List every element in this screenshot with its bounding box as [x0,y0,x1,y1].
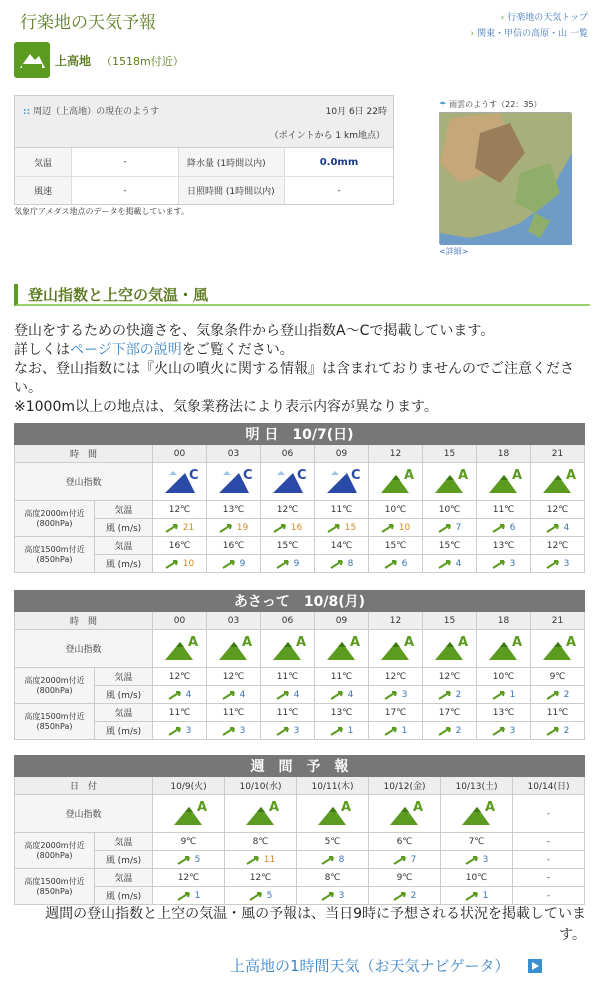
temp-cell: 7℃ [441,833,513,851]
wind-cell: 6 [369,555,423,573]
temp-cell: 12℃ [153,668,207,686]
wind-cell: 7 [369,851,441,869]
wind-arrow-icon [177,855,191,865]
wind-arrow-icon [276,726,290,736]
wind-cell: 3 [477,555,531,573]
climb-index-a-icon [271,632,305,662]
temp-cell: 6℃ [369,833,441,851]
time-cell: 09 [315,445,369,463]
time-cell: 12 [369,612,423,630]
temp-cell: 12℃ [261,501,315,519]
wind-arrow-icon [276,559,290,569]
wind-arrow-icon [384,690,398,700]
wind-arrow-icon [393,855,407,865]
wind-cell: 1 [477,686,531,704]
wind-cell: 15 [315,519,369,537]
temp-cell: 12℃ [225,869,297,887]
wind-arrow-icon [492,523,506,533]
svg-text:A: A [565,635,576,650]
index-cell [153,795,225,833]
temp-cell: 8℃ [297,869,369,887]
temp-cell: 9℃ [369,869,441,887]
week-title: 週 間 予 報 [15,756,585,777]
temp-cell: 12℃ [423,668,477,686]
link-kanto-list[interactable]: › 関東・甲信の高原・山 一覧 [471,26,588,42]
temp-cell: 10℃ [423,501,477,519]
wind-cell: 3 [477,722,531,740]
wind-arrow-icon [249,891,263,901]
temp-cell: 11℃ [153,704,207,722]
wind-label: 風速 [15,177,72,204]
wind-arrow-icon [492,726,506,736]
wind-cell: 3 [369,686,423,704]
section-heading: 登山指数と上空の気温・風 [14,284,590,306]
wind-cell: 2 [369,887,441,905]
climb-index-c-icon [325,465,359,495]
temp-cell: 17℃ [369,704,423,722]
index-cell [153,630,207,668]
week-table-wrap [14,755,585,905]
climb-index-a-icon [379,632,413,662]
temp-cell: 14℃ [315,537,369,555]
wind-cell: 1 [315,722,369,740]
wind-arrow-icon [381,523,395,533]
wind-arrow-icon [327,523,341,533]
index-cell [423,463,477,501]
link-resort-top[interactable]: › 行楽地の天気トップ [471,10,588,26]
wind-cell: 2 [423,686,477,704]
umbrella-icon: ☂ [439,99,447,109]
wind-cell: 1 [153,887,225,905]
wind-arrow-icon [330,690,344,700]
wind-arrow-icon [384,559,398,569]
temp-cell: 16℃ [153,537,207,555]
wind-arrow-icon [330,726,344,736]
svg-text:A: A [295,635,306,650]
climb-index-c-icon [163,465,197,495]
current-heading: :: 周辺（上高地）の現在のようす [23,107,160,117]
climb-index-a-icon [541,632,575,662]
svg-text:A: A [511,635,522,650]
wind-cell: 5 [153,851,225,869]
alt2000-label: 高度2000m付近 (800hPa) [15,668,95,704]
svg-text:A: A [457,468,468,483]
index-label: 登山指数 [15,463,153,501]
index-cell [369,630,423,668]
temp-cell: 10℃ [369,501,423,519]
wind-arrow-icon [492,690,506,700]
wind-arrow-icon [165,559,179,569]
wind-arrow-icon [546,559,560,569]
wind-cell: 11 [225,851,297,869]
radar-detail-link[interactable]: <詳細> [439,247,469,256]
index-cell [225,795,297,833]
amedas-note: 気象庁アメダス地点のデータを掲載しています。 [14,207,189,216]
time-cell: 15 [423,612,477,630]
wind-arrow-icon [168,690,182,700]
temp-cell: 17℃ [423,704,477,722]
wind-arrow-icon [321,891,335,901]
wind-arrow-icon [438,690,452,700]
precip-value: 0.0mm [319,156,359,168]
wind-arrow-icon [219,523,233,533]
svg-text:A: A [565,468,576,483]
svg-text:C: C [296,468,307,483]
forecast-day1-table: 明 日 10/7(日) 時 間 00 03 06 09 12 15 18 21 登山指数 C C C C A A A A 高度2000m付近 (800hPa) 気温 12℃ 13℃ 12℃ 11℃ 10℃ 10℃ 11℃ 12℃ 風 (m/s) 21 19 16 15 10 7 6 4 高度1500m付近 (850hPa) 気温 16℃ 16℃ 15℃ 14℃ 15℃ 15℃ 13℃ 12℃ 風 (m/s) 10 9 9 8 6 4 3 3 [14,423,585,573]
climb-index-a-icon [217,632,251,662]
temp-cell: 10℃ [477,668,531,686]
date-cell: 10/9(火) [153,777,225,795]
index-cell [315,630,369,668]
wind-arrow-icon [546,726,560,736]
time-cell: 06 [261,612,315,630]
index-cell [207,463,261,501]
wind-arrow-icon [165,523,179,533]
wind-cell: 2 [423,722,477,740]
index-cell [153,463,207,501]
temp-cell: - [513,869,585,887]
climb-index-a-icon [487,632,521,662]
wind-arrow-icon [330,559,344,569]
time-cell: 15 [423,445,477,463]
svg-text:A: A [403,468,414,483]
wind-arrow-icon [177,891,191,901]
svg-text:A: A [403,635,414,650]
climb-index-a-icon [433,632,467,662]
date-cell: 10/10(水) [225,777,297,795]
forecast-day2-table: あさって 10/8(月) 時 間 00 03 06 09 12 15 18 21 登山指数 A A A A A A A A 高度2000m付近 (800hPa) 気温 12℃ 12℃ 11℃ 11℃ 12℃ 12℃ 10℃ 9℃ 風 (m/s) 4 4 4 4 3 2 1 2 高度1500m付近 (850hPa) 気温 11℃ 11℃ 11℃ 13℃ 17℃ 17℃ 13℃ 11℃ 風 (m/s) 3 3 3 1 1 2 3 2 [14,590,585,740]
climb-index-a-icon [487,465,521,495]
temp-cell: 15℃ [423,537,477,555]
climb-index-a-icon [244,797,278,827]
day-title: 明 日 10/7(日) [15,424,585,445]
svg-text:A: A [241,635,252,650]
temp-cell: 12℃ [531,537,585,555]
temp-cell: 13℃ [477,704,531,722]
climb-index-a-icon [172,797,206,827]
index-cell [369,795,441,833]
wind-arrow-icon [393,891,407,901]
wind-arrow-icon [222,726,236,736]
weekly-forecast-table: 週 間 予 報 日 付 10/9(火) 10/10(水) 10/11(木) 10/12(金) 10/13(土) 10/14(日) 登山指数 A A A A A - 高度2000m付近 (800hPa) 気温 9℃ 8℃ 5℃ 6℃ 7℃ - 風 (m/s) 5 11 8 7 3 - 高度1500m付近 (850hPa) 気温 12℃ 12℃ 8℃ 9℃ 10℃ - 風 (m/s) 1 5 3 2 1 - [14,755,585,905]
time-cell: 03 [207,445,261,463]
wind-arrow-icon [273,523,287,533]
wind-arrow-icon [246,855,260,865]
wind-arrow-icon [546,523,560,533]
time-header: 時 間 [15,612,153,630]
wind-cell: 8 [297,851,369,869]
wind-arrow-icon [276,690,290,700]
time-cell: 09 [315,612,369,630]
current-datetime: 10月 6日 22時 [325,107,387,117]
description: 登山をするための快適さを、気象条件から登山指数A～Cで掲載しています。 詳しくはページ下部の説明をご覧ください。 なお、登山指数には『火山の噴火に関する情報』は含まれておりませんのでご注意ください。 ※1000m以上の地点は、気象業務法により表示内容が異なります。 [14,323,574,415]
date-cell: 10/14(日) [513,777,585,795]
time-cell: 18 [477,612,531,630]
wind-cell: 19 [207,519,261,537]
index-cell [423,630,477,668]
wind-cell: 3 [441,851,513,869]
temp-cell: 15℃ [369,537,423,555]
temp-cell: 12℃ [207,668,261,686]
radar-caption: 雨雲のようす（22：35） [449,99,542,109]
date-cell: 10/13(土) [441,777,513,795]
svg-text:A: A [196,800,207,815]
climb-index-a-icon [379,465,413,495]
time-cell: 00 [153,445,207,463]
climb-index-c-icon [271,465,305,495]
temp-cell: 10℃ [441,869,513,887]
wind-cell: 3 [531,555,585,573]
wind-arrow-icon [168,726,182,736]
wind-cell: 5 [225,887,297,905]
sun-label: 日照時間 (1時間以内) [179,177,285,204]
day2-table-wrap [14,590,585,740]
climb-index-a-icon [316,797,350,827]
wind-arrow-icon [465,855,479,865]
temp-cell: 16℃ [207,537,261,555]
date-cell: 10/11(木) [297,777,369,795]
wind-cell: - [513,851,585,869]
time-cell: 03 [207,612,261,630]
temp-cell: 12℃ [153,869,225,887]
temp-cell: 11℃ [261,704,315,722]
wind-cell: 3 [207,722,261,740]
temp-cell: 9℃ [153,833,225,851]
time-cell: 21 [531,612,585,630]
wind-arrow-icon [492,559,506,569]
wind-arrow-icon [465,891,479,901]
temp-cell: 8℃ [225,833,297,851]
svg-text:A: A [457,635,468,650]
date-header: 日 付 [15,777,153,795]
current-conditions [14,95,394,205]
time-cell: 00 [153,612,207,630]
day-title: あさって 10/8(月) [15,591,585,612]
wind-arrow-icon [546,690,560,700]
wind-cell: 9 [207,555,261,573]
wind-cell: 3 [153,722,207,740]
precip-label: 降水量 (1時間以内) [179,148,285,176]
climb-index-a-icon [541,465,575,495]
wind-cell: 4 [423,555,477,573]
time-cell: 21 [531,445,585,463]
svg-text:A: A [412,800,423,815]
temp-cell: - [513,833,585,851]
temp-cell: 12℃ [369,668,423,686]
wind-cell: 4 [315,686,369,704]
time-cell: 12 [369,445,423,463]
index-cell [297,795,369,833]
wind-arrow-icon [438,726,452,736]
hourly-weather-link[interactable]: 上高地の1時間天気（お天気ナビゲータ） [230,955,542,976]
day1-table-wrap [14,423,585,573]
index-cell [261,463,315,501]
index-cell [477,630,531,668]
temp-cell: 13℃ [315,704,369,722]
temp-cell: 5℃ [297,833,369,851]
wind-cell: 9 [261,555,315,573]
temp-cell: 11℃ [315,668,369,686]
wind-cell: 3 [297,887,369,905]
temp-cell: 12℃ [153,501,207,519]
svg-text:A: A [340,800,351,815]
radar-map[interactable] [439,112,571,244]
wind-cell: 16 [261,519,315,537]
time-cell: 06 [261,445,315,463]
wind-arrow-icon [222,559,236,569]
play-icon [528,959,542,973]
wind-cell: - [513,887,585,905]
time-header: 時 間 [15,445,153,463]
temp-cell: 11℃ [531,704,585,722]
location-name: 上高地 （1518m付近） [55,53,184,68]
wind-arrow-icon [438,523,452,533]
wind-cell: 2 [531,686,585,704]
climb-index-a-icon [433,465,467,495]
wind-cell: 10 [369,519,423,537]
alt2000-label: 高度2000m付近 (800hPa) [15,501,95,537]
wind-arrow-icon [321,855,335,865]
temp-cell: 11℃ [207,704,261,722]
svg-text:A: A [511,468,522,483]
weekly-note: 週間の登山指数と上空の気温・風の予報は、当日9時に予想される状況を掲載しています。 [45,906,586,943]
wind-cell: 7 [423,519,477,537]
svg-text:A: A [349,635,360,650]
temp-cell: 12℃ [531,501,585,519]
svg-text:C: C [188,468,199,483]
index-cell [315,463,369,501]
sun-value: - [337,185,341,196]
temp-cell: 13℃ [207,501,261,519]
wind-cell: 21 [153,519,207,537]
time-cell: 18 [477,445,531,463]
alt1500-label: 高度1500m付近 (850hPa) [15,704,95,740]
top-links [471,10,588,42]
page-title: 行楽地の天気予報 [20,13,156,33]
temp-cell: 11℃ [315,501,369,519]
alt1500-label: 高度1500m付近 (850hPa) [15,537,95,573]
wind-cell: 1 [369,722,423,740]
climb-index-c-icon [217,465,251,495]
wind-cell: 8 [315,555,369,573]
wind-arrow-icon [222,690,236,700]
wind-cell: 4 [261,686,315,704]
wind-arrow-icon [438,559,452,569]
temp-cell: 11℃ [477,501,531,519]
date-cell: 10/12(金) [369,777,441,795]
climb-index-a-icon [325,632,359,662]
wind-arrow-icon [384,726,398,736]
radar-panel[interactable] [439,96,575,257]
temp-value: - [72,148,179,176]
index-cell: - [513,795,585,833]
climb-index-a-icon [163,632,197,662]
current-subnote: （ポイントから 1 km地点） [269,131,385,141]
location-header [14,42,184,78]
temp-label: 気温 [15,148,72,176]
index-cell [477,463,531,501]
wind-cell: 4 [207,686,261,704]
temp-cell: 15℃ [261,537,315,555]
wind-cell: 10 [153,555,207,573]
climb-index-a-icon [388,797,422,827]
wind-cell: 6 [477,519,531,537]
mountain-icon [14,42,50,78]
index-cell [441,795,513,833]
index-cell [369,463,423,501]
svg-text:C: C [242,468,253,483]
svg-text:A: A [187,635,198,650]
index-cell [531,463,585,501]
climb-index-a-icon [460,797,494,827]
svg-text:C: C [350,468,361,483]
temp-cell: 9℃ [531,668,585,686]
wind-cell: 3 [261,722,315,740]
wind-cell: 4 [531,519,585,537]
index-cell [261,630,315,668]
index-cell [531,630,585,668]
temp-cell: 11℃ [261,668,315,686]
wind-value: - [72,177,179,204]
wind-cell: 2 [531,722,585,740]
wind-cell: 1 [441,887,513,905]
wind-cell: 4 [153,686,207,704]
explanation-link[interactable]: ページ下部の説明 [70,342,182,358]
index-label: 登山指数 [15,630,153,668]
temp-cell: 13℃ [477,537,531,555]
svg-text:A: A [484,800,495,815]
svg-text:A: A [268,800,279,815]
index-cell [207,630,261,668]
